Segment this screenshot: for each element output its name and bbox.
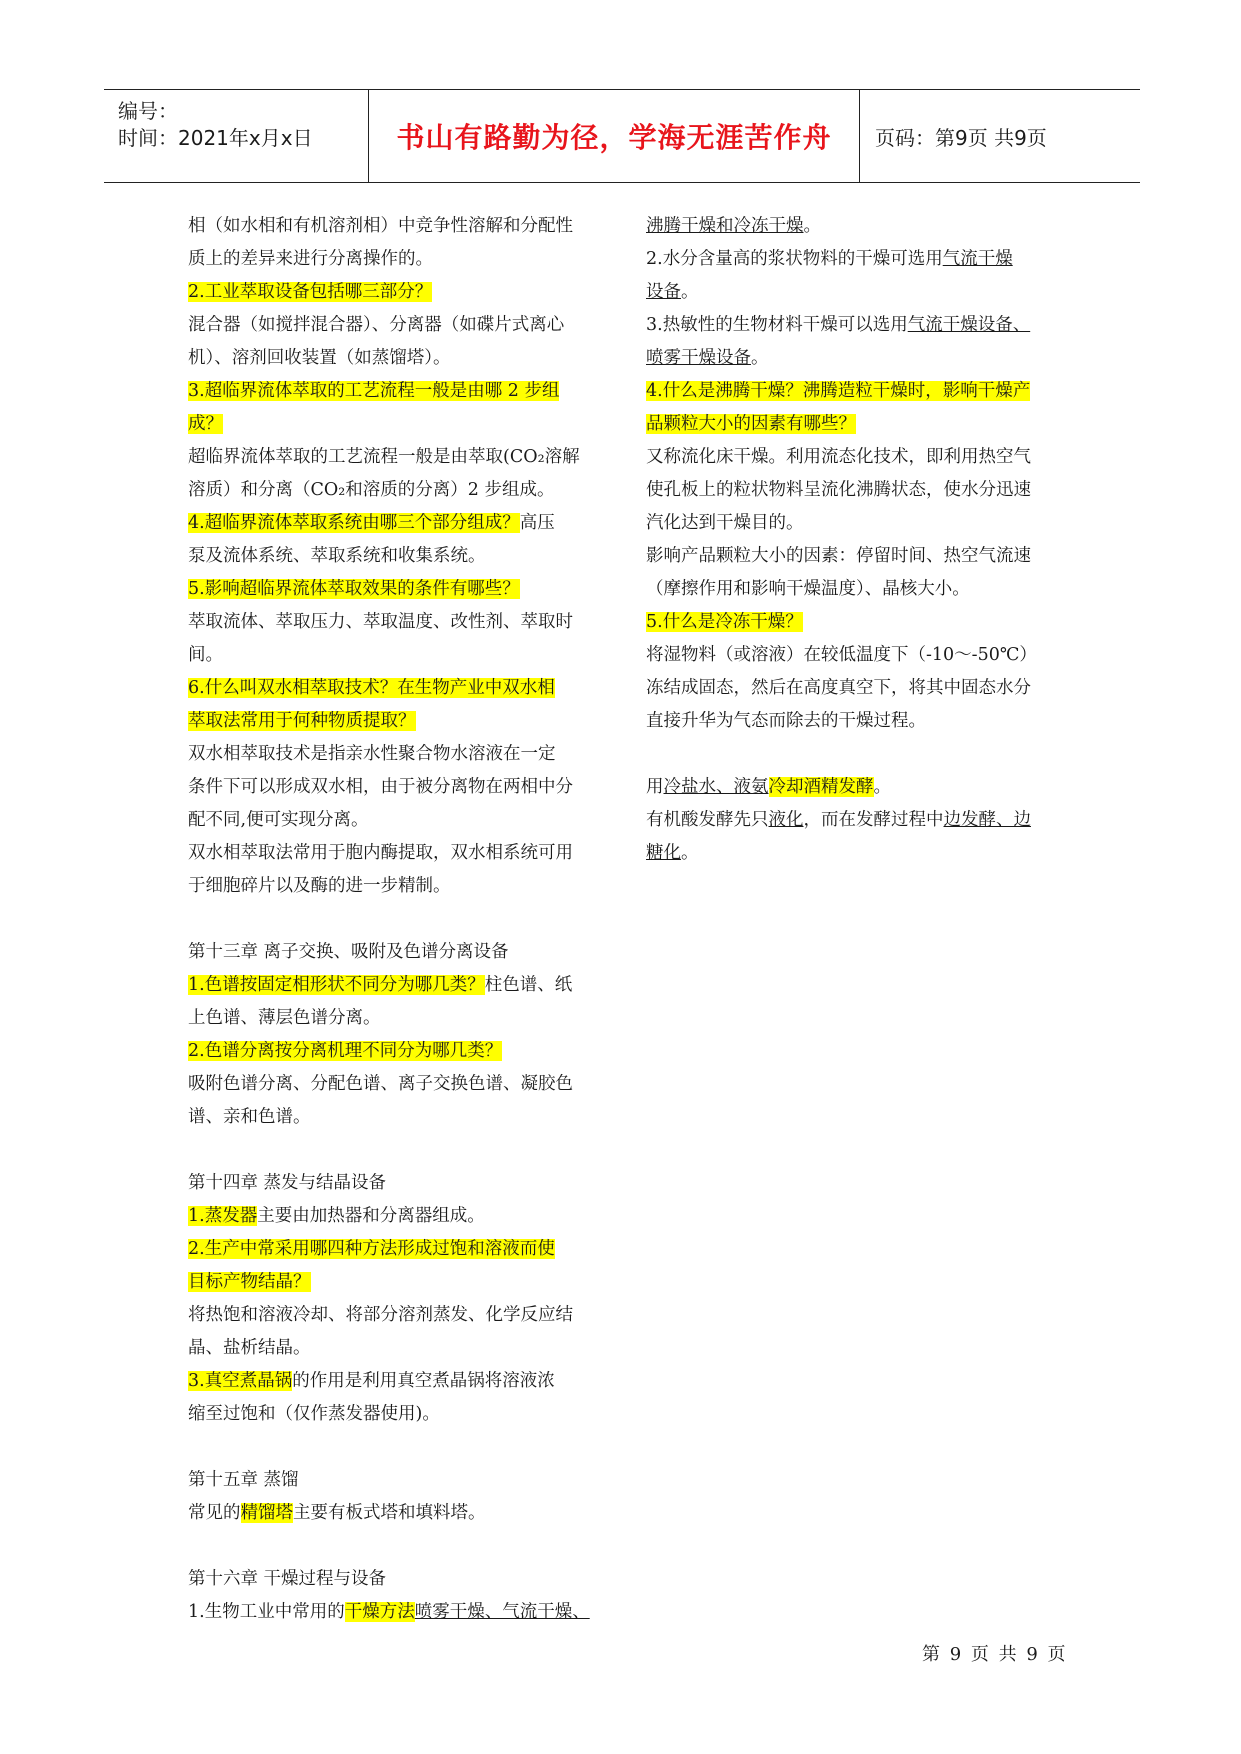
highlight: 品颗粒大小的因素有哪些？ bbox=[646, 414, 856, 434]
highlight: 目标产物结晶？ bbox=[188, 1272, 311, 1292]
text-line: 相（如水相和有机溶剂相）中竞争性溶解和分配性 bbox=[188, 216, 573, 236]
text-segment: 用 bbox=[646, 777, 664, 797]
highlight: 2.生产中常采用哪四种方法形成过饱和溶液而使 bbox=[188, 1239, 555, 1259]
underlined-text: 糖化 bbox=[646, 843, 681, 863]
right-column bbox=[646, 210, 1076, 870]
chapter-heading: 第十五章 蒸馏 bbox=[188, 1470, 299, 1490]
text-line bbox=[188, 1497, 608, 1530]
text-segment: 。 bbox=[681, 843, 699, 863]
answer-text: 柱色谱、纸 bbox=[484, 975, 573, 995]
text-line: 配不同,便可实现分离。 bbox=[188, 810, 369, 830]
underlined-text: 边发酵、边 bbox=[943, 810, 1031, 830]
question-line bbox=[646, 408, 1076, 441]
text-segment: 有机酸发酵先只 bbox=[646, 810, 769, 830]
highlight: 5.影响超临界流体萃取效果的条件有哪些？ bbox=[188, 579, 520, 599]
text-line: 冻结成固态，然后在高度真空下，将其中固态水分 bbox=[646, 678, 1031, 698]
text-line bbox=[646, 804, 1076, 837]
text-line bbox=[646, 342, 1076, 375]
text-line: 溶质）和分离（CO₂和溶质的分离）2 步组成。 bbox=[188, 480, 555, 500]
question-line bbox=[188, 1200, 608, 1233]
question-line bbox=[188, 408, 608, 441]
text-line: 直接升华为气态而除去的干燥过程。 bbox=[646, 711, 926, 731]
question-line bbox=[188, 375, 608, 408]
text-line: 汽化达到干燥目的。 bbox=[646, 513, 804, 533]
underlined-text: 喷雾干燥设备 bbox=[646, 348, 751, 368]
highlight: 3.真空煮晶锅 bbox=[188, 1371, 293, 1391]
text-line bbox=[646, 210, 1076, 243]
text-segment: 常见的 bbox=[188, 1503, 241, 1523]
question-line bbox=[646, 606, 1076, 639]
text-segment: 1.生物工业中常用的 bbox=[188, 1602, 345, 1622]
header-table bbox=[104, 89, 1140, 183]
question-line bbox=[188, 507, 608, 540]
text-line: 泵及流体系统、萃取系统和收集系统。 bbox=[188, 546, 486, 566]
highlight: 精馏塔 bbox=[240, 1503, 293, 1523]
text-line: （摩擦作用和影响干燥温度）、晶核大小。 bbox=[646, 579, 970, 599]
header-motto: 书山有路勤为径，学海无涯苦作舟 bbox=[369, 90, 860, 182]
text-line: 质上的差异来进行分离操作的。 bbox=[188, 249, 433, 269]
highlight: 1.蒸发器 bbox=[188, 1206, 258, 1226]
text-line: 间。 bbox=[188, 645, 223, 665]
underlined-text: 设备 bbox=[646, 282, 681, 302]
text-line bbox=[188, 1596, 608, 1629]
text-line: 机）、溶剂回收装置（如蒸馏塔）。 bbox=[188, 348, 451, 368]
highlight: 5.什么是冷冻干燥？ bbox=[646, 612, 803, 632]
highlight: 2.工业萃取设备包括哪三部分？ bbox=[188, 282, 433, 302]
text-line: 上色谱、薄层色谱分离。 bbox=[188, 1008, 381, 1028]
text-line: 使孔板上的粒状物料呈流化沸腾状态，使水分迅速 bbox=[646, 480, 1031, 500]
text-line: 于细胞碎片以及酶的进一步精制。 bbox=[188, 876, 451, 896]
text-line: 混合器（如搅拌混合器）、分离器（如碟片式离心 bbox=[188, 315, 565, 335]
text-line: 条件下可以形成双水相，由于被分离物在两相中分 bbox=[188, 777, 573, 797]
highlight: 萃取法常用于何种物质提取？ bbox=[188, 711, 416, 731]
text-line: 又称流化床干燥。利用流态化技术，即利用热空气 bbox=[646, 447, 1031, 467]
text-line: 晶、盐析结晶。 bbox=[188, 1338, 311, 1358]
left-column bbox=[188, 210, 608, 1629]
answer-text: 高压 bbox=[519, 513, 555, 533]
text-line: 影响产品颗粒大小的因素：停留时间、热空气流速 bbox=[646, 546, 1031, 566]
highlight: 2.色谱分离按分离机理不同分为哪几类？ bbox=[188, 1041, 503, 1061]
underlined-text: 沸腾干燥和冷冻干燥 bbox=[646, 216, 804, 236]
question-line bbox=[188, 1266, 608, 1299]
text-line: 超临界流体萃取的工艺流程一般是由萃取(CO₂溶解 bbox=[188, 447, 580, 467]
highlight: 4.超临界流体萃取系统由哪三个部分组成？ bbox=[188, 513, 520, 533]
highlight: 成？ bbox=[188, 414, 223, 434]
underlined-text: 气流干燥 bbox=[942, 249, 1013, 269]
question-line bbox=[188, 276, 608, 309]
text-segment: 。 bbox=[873, 777, 891, 797]
text-line: 双水相萃取技术是指亲水性聚合物水溶液在一定 bbox=[188, 744, 556, 764]
highlight: 1.色谱按固定相形状不同分为哪几类？ bbox=[188, 975, 485, 995]
text-line: 缩至过饱和（仅作蒸发器使用)。 bbox=[188, 1404, 440, 1424]
text-line: 将湿物料（或溶液）在较低温度下（-10～-50℃） bbox=[646, 645, 1037, 665]
answer-text: 的作用是利用真空煮晶锅将溶液浓 bbox=[292, 1371, 555, 1391]
question-line bbox=[188, 672, 608, 705]
chapter-heading: 第十四章 蒸发与结晶设备 bbox=[188, 1173, 387, 1193]
text-segment: 2.水分含量高的浆状物料的干燥可选用 bbox=[646, 249, 943, 269]
text-line: 双水相萃取法常用于胞内酶提取，双水相系统可用 bbox=[188, 843, 573, 863]
text-line bbox=[646, 309, 1076, 342]
question-line bbox=[188, 705, 608, 738]
chapter-heading: 第十六章 干燥过程与设备 bbox=[188, 1569, 387, 1589]
question-line bbox=[188, 1233, 608, 1266]
text-segment: 主要有板式塔和填料塔。 bbox=[293, 1503, 486, 1523]
text-line: 萃取流体、萃取压力、萃取温度、改性剂、萃取时 bbox=[188, 612, 573, 632]
answer-text: 主要由加热器和分离器组成。 bbox=[257, 1206, 485, 1226]
highlight: 干燥方法 bbox=[344, 1602, 415, 1622]
text-segment: 。 bbox=[751, 348, 769, 368]
question-line bbox=[188, 969, 608, 1002]
text-segment: 3.热敏性的生物材料干燥可以选用 bbox=[646, 315, 908, 335]
text-line: 谱、亲和色谱。 bbox=[188, 1107, 311, 1127]
underlined-text: 气流干燥设备、 bbox=[907, 315, 1031, 335]
highlight: 6.什么叫双水相萃取技术？在生物产业中双水相 bbox=[188, 678, 555, 698]
underlined-text: 喷雾干燥、气流干燥、 bbox=[414, 1602, 590, 1622]
number-label: 编号： bbox=[118, 99, 178, 123]
header-page-code: 页码：第9页 共9页 bbox=[875, 125, 1047, 150]
text-line: 将热饱和溶液冷却、将部分溶剂蒸发、化学反应结 bbox=[188, 1305, 573, 1325]
text-segment: 。 bbox=[803, 216, 821, 236]
text-line bbox=[646, 837, 1076, 870]
text-line bbox=[646, 243, 1076, 276]
text-line bbox=[646, 276, 1076, 309]
chapter-heading: 第十三章 离子交换、吸附及色谱分离设备 bbox=[188, 942, 509, 962]
time-label: 时间：2021年x月x日 bbox=[118, 126, 313, 150]
highlight: 冷却酒精发酵 bbox=[768, 777, 874, 797]
highlight: 4.什么是沸腾干燥？沸腾造粒干燥时，影响干燥产 bbox=[646, 381, 1031, 401]
question-line bbox=[188, 573, 608, 606]
question-line bbox=[188, 1035, 608, 1068]
header-info-cell bbox=[104, 90, 369, 182]
text-line bbox=[646, 771, 1076, 804]
highlight: 3.超临界流体萃取的工艺流程一般是由哪 2 步组 bbox=[188, 381, 560, 401]
text-segment: ，而在发酵过程中 bbox=[803, 810, 944, 830]
question-line bbox=[188, 1365, 608, 1398]
page-footer: 第 9 页 共 9 页 bbox=[922, 1644, 1068, 1665]
text-line: 吸附色谱分离、分配色谱、离子交换色谱、凝胶色 bbox=[188, 1074, 573, 1094]
underlined-text: 冷盐水、液氨 bbox=[663, 777, 769, 797]
underlined-text: 液化 bbox=[768, 810, 804, 830]
text-segment: 。 bbox=[681, 282, 699, 302]
question-line bbox=[646, 375, 1076, 408]
